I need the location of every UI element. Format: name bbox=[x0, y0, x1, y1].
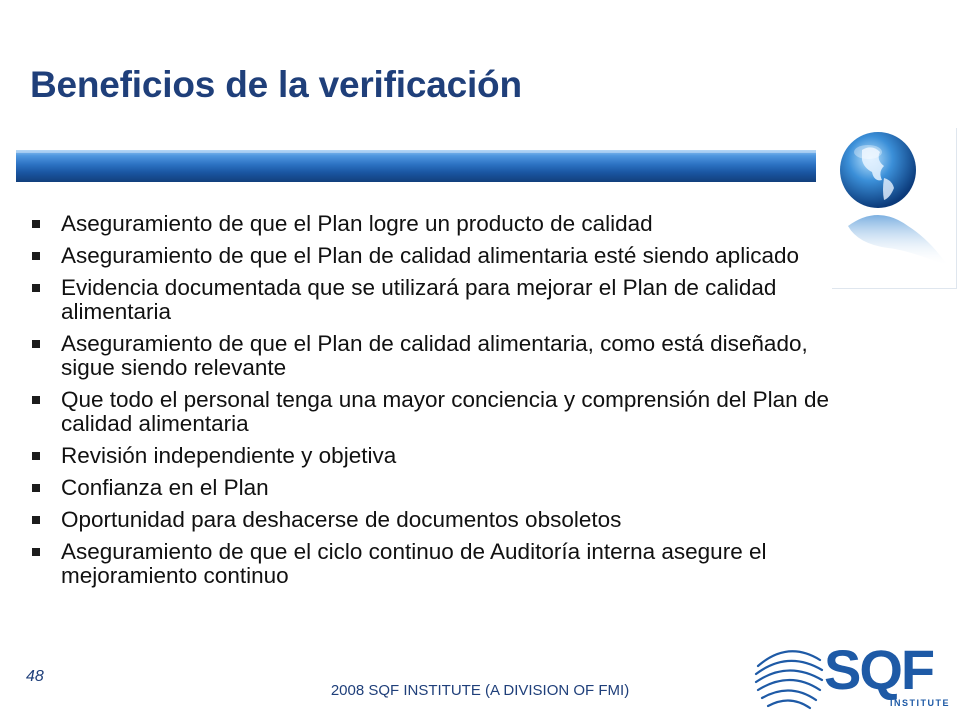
square-bullet-icon bbox=[32, 516, 40, 524]
list-item-text: Aseguramiento de que el ciclo continuo de Auditoría interna asegure el mejoramiento continuo bbox=[61, 539, 767, 588]
square-bullet-icon bbox=[32, 548, 40, 556]
list-item bbox=[30, 212, 842, 236]
list-item-text: Aseguramiento de que el Plan logre un producto de calidad bbox=[61, 211, 653, 236]
square-bullet-icon bbox=[32, 484, 40, 492]
benefits-list bbox=[30, 212, 842, 596]
list-item bbox=[30, 540, 842, 588]
list-item-text: Que todo el personal tenga una mayor conciencia y comprensión del Plan de calidad alimentaria bbox=[61, 387, 829, 436]
list-item bbox=[30, 476, 842, 500]
list-item bbox=[30, 444, 842, 468]
list-item bbox=[30, 244, 842, 268]
logo-wordmark: SQF bbox=[824, 638, 934, 701]
list-item bbox=[30, 388, 842, 436]
list-item bbox=[30, 332, 842, 380]
list-item-text: Aseguramiento de que el Plan de calidad alimentaria esté siendo aplicado bbox=[61, 243, 799, 268]
square-bullet-icon bbox=[32, 252, 40, 260]
square-bullet-icon bbox=[32, 340, 40, 348]
square-bullet-icon bbox=[32, 452, 40, 460]
square-bullet-icon bbox=[32, 284, 40, 292]
slide-title: Beneficios de la verificación bbox=[30, 64, 522, 105]
square-bullet-icon bbox=[32, 396, 40, 404]
sqf-institute-logo bbox=[752, 636, 956, 718]
list-item-text: Revisión independiente y objetiva bbox=[61, 443, 397, 468]
list-item bbox=[30, 508, 842, 532]
footer-copyright: 2008 SQF INSTITUTE (A DIVISION OF FMI) bbox=[330, 682, 630, 699]
globe-picture bbox=[832, 128, 957, 289]
logo-swirl-icon bbox=[752, 636, 826, 718]
list-item-text: Oportunidad para deshacerse de documentos obsoletos bbox=[61, 507, 622, 532]
square-bullet-icon bbox=[32, 220, 40, 228]
logo-subtitle: INSTITUTE bbox=[890, 698, 950, 708]
list-item-text: Aseguramiento de que el Plan de calidad alimentaria, como está diseñado, sigue siendo relevante bbox=[61, 331, 808, 380]
globe-icon bbox=[832, 128, 956, 288]
list-item-text: Evidencia documentada que se utilizará para mejorar el Plan de calidad alimentaria bbox=[61, 275, 777, 324]
list-item bbox=[30, 276, 842, 324]
list-item-text: Confianza en el Plan bbox=[61, 475, 269, 500]
page-number: 48 bbox=[26, 668, 44, 685]
title-underline-bar bbox=[16, 150, 816, 182]
